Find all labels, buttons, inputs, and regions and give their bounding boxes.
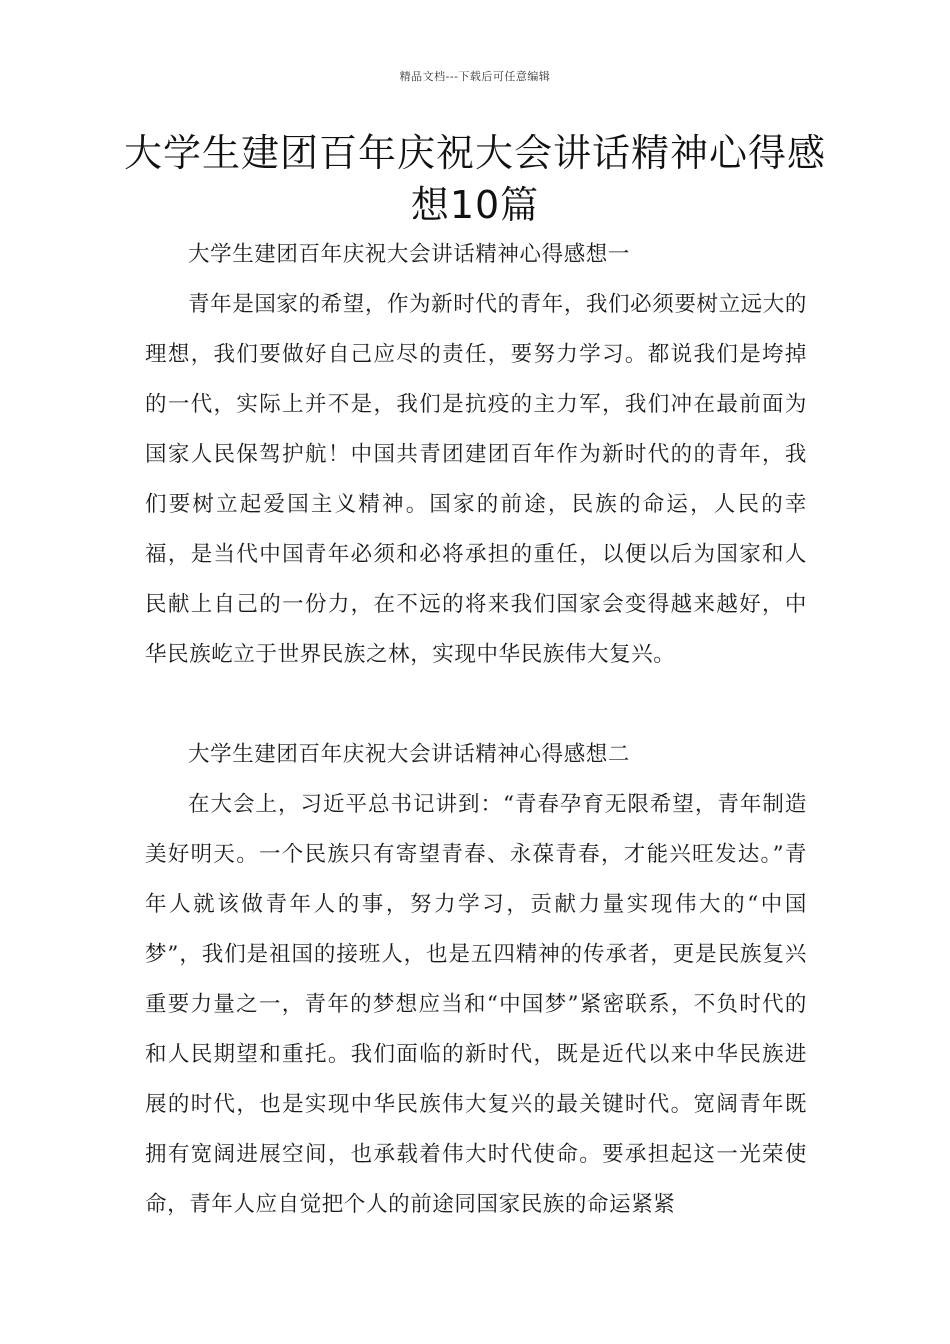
section-paragraph: 在大会上，习近平总书记讲到：“青春孕育无限希望，青年制造美好明天。一个民族只有寄望青春、永葆青春，才能兴旺发达。”青年人就该做青年人的事，努力学习，贡献力量实现伟大的“中国梦”，我们是祖国的接班人，也是五四精神的传承者，更是民族复兴重要力量之一，青年的梦想应当和“中国梦”紧密联系，不负时代的和人民期望和重托。我们面临的新时代，既是近代以来中华民族进展的时代，也是实现中华民族伟大复兴的最关键时代。宽阔青年既拥有宽阔进展空间，也承载着伟大时代使命。要承担起这一光荣使命，青年人应自觉把个人的前途同国家民族的命运紧紧 <box>145 792 807 1217</box>
section-heading: 大学生建团百年庆祝大会讲话精神心得感想二 <box>188 742 631 767</box>
section-spacer <box>145 680 807 730</box>
section-paragraph: 青年是国家的希望，作为新时代的青年，我们必须要树立远大的理想，我们要做好自己应尽的责任，要努力学习。都说我们是垮掉的一代，实际上并不是，我们是抗疫的主力军，我们冲在最前面为国家人民保驾护航！中国共青团建团百年作为新时代的的青年，我们要树立起爱国主义精神。国家的前途，民族的命运，人民的幸福，是当代中国青年必须和必将承担的重任，以便以后为国家和人民献上自己的一份力，在不远的将来我们国家会变得越来越好，中华民族屹立于世界民族之林，实现中华民族伟大复兴。 <box>145 292 807 667</box>
section-heading: 大学生建团百年庆祝大会讲话精神心得感想一 <box>188 242 631 267</box>
document-body <box>145 230 807 1230</box>
document-title: 大学生建团百年庆祝大会讲话精神心得感想10篇 <box>123 131 826 227</box>
header-note: 精品文档---下载后可任意编辑 <box>399 70 551 83</box>
